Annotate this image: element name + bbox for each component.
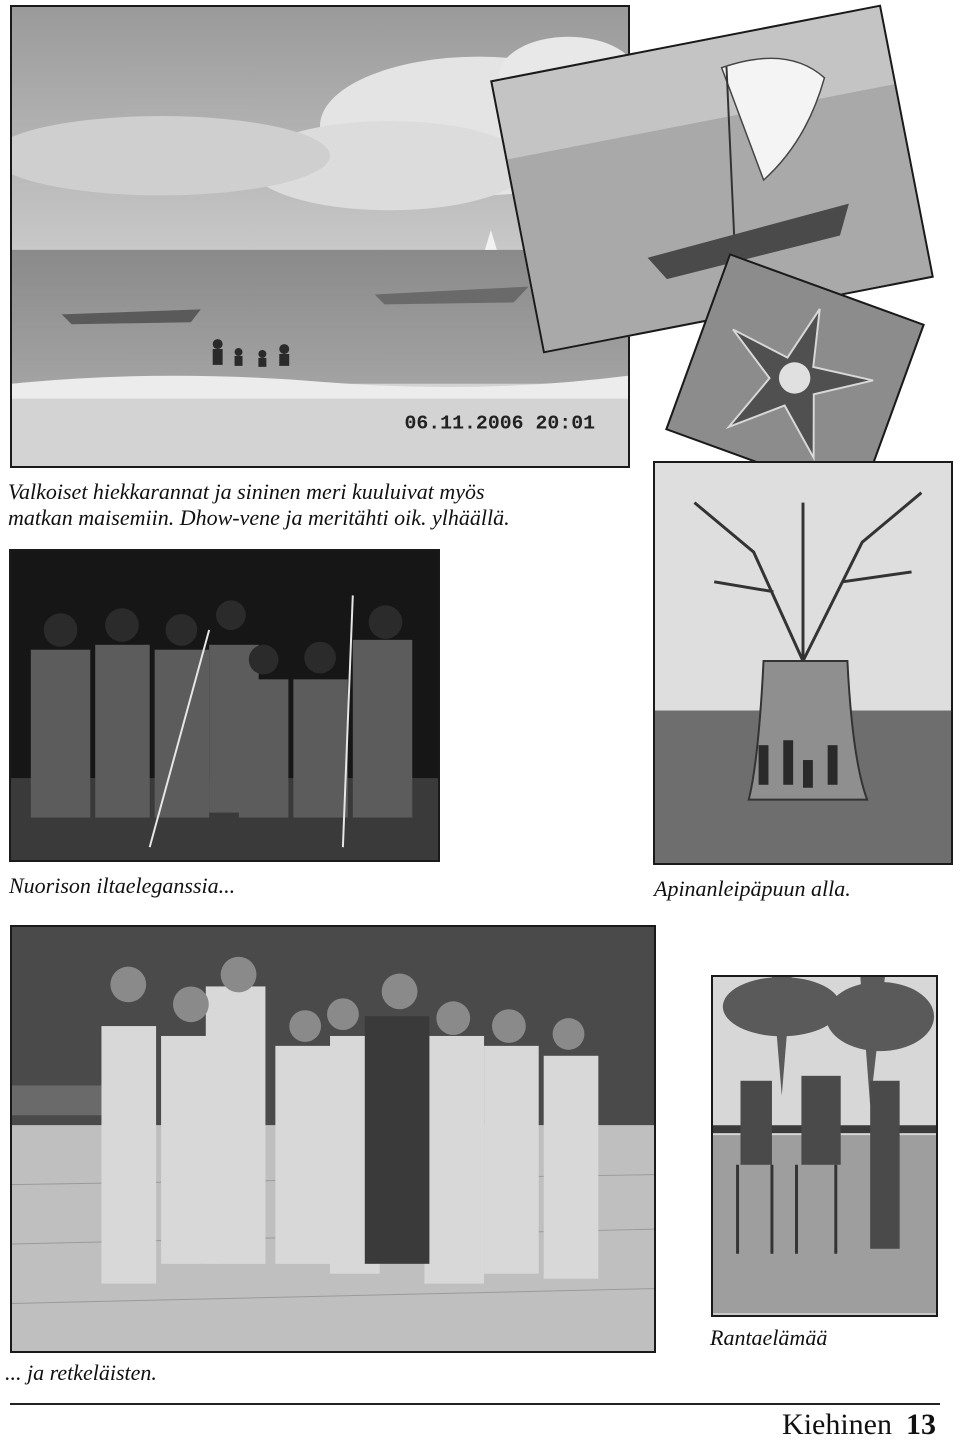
baobab-tree-photo bbox=[653, 461, 953, 865]
youth-evening-photo bbox=[9, 549, 440, 862]
caption-beach-intro bbox=[8, 479, 510, 531]
magazine-name: Kiehinen bbox=[782, 1408, 892, 1441]
caption-line-2: matkan maisemiin. Dhow-vene ja meritähti oik. ylhäällä. bbox=[8, 505, 510, 530]
caption-baobab: Apinanleipäpuun alla. bbox=[654, 876, 851, 901]
caption-group: ... ja retkeläisten. bbox=[5, 1360, 157, 1385]
caption-beach-life: Rantaelämää bbox=[710, 1325, 828, 1350]
page-footer bbox=[782, 1408, 936, 1442]
footer-rule bbox=[10, 1403, 940, 1405]
page-number: 13 bbox=[906, 1408, 936, 1441]
caption-youth: Nuorison iltaeleganssia... bbox=[9, 873, 236, 898]
caption-line-1: Valkoiset hiekkarannat ja sininen meri kuuluivat myös bbox=[8, 479, 485, 504]
beach-life-photo bbox=[711, 975, 938, 1317]
photo-timestamp: 06.11.2006 20:01 bbox=[404, 411, 596, 435]
group-travelers-photo bbox=[10, 925, 656, 1353]
